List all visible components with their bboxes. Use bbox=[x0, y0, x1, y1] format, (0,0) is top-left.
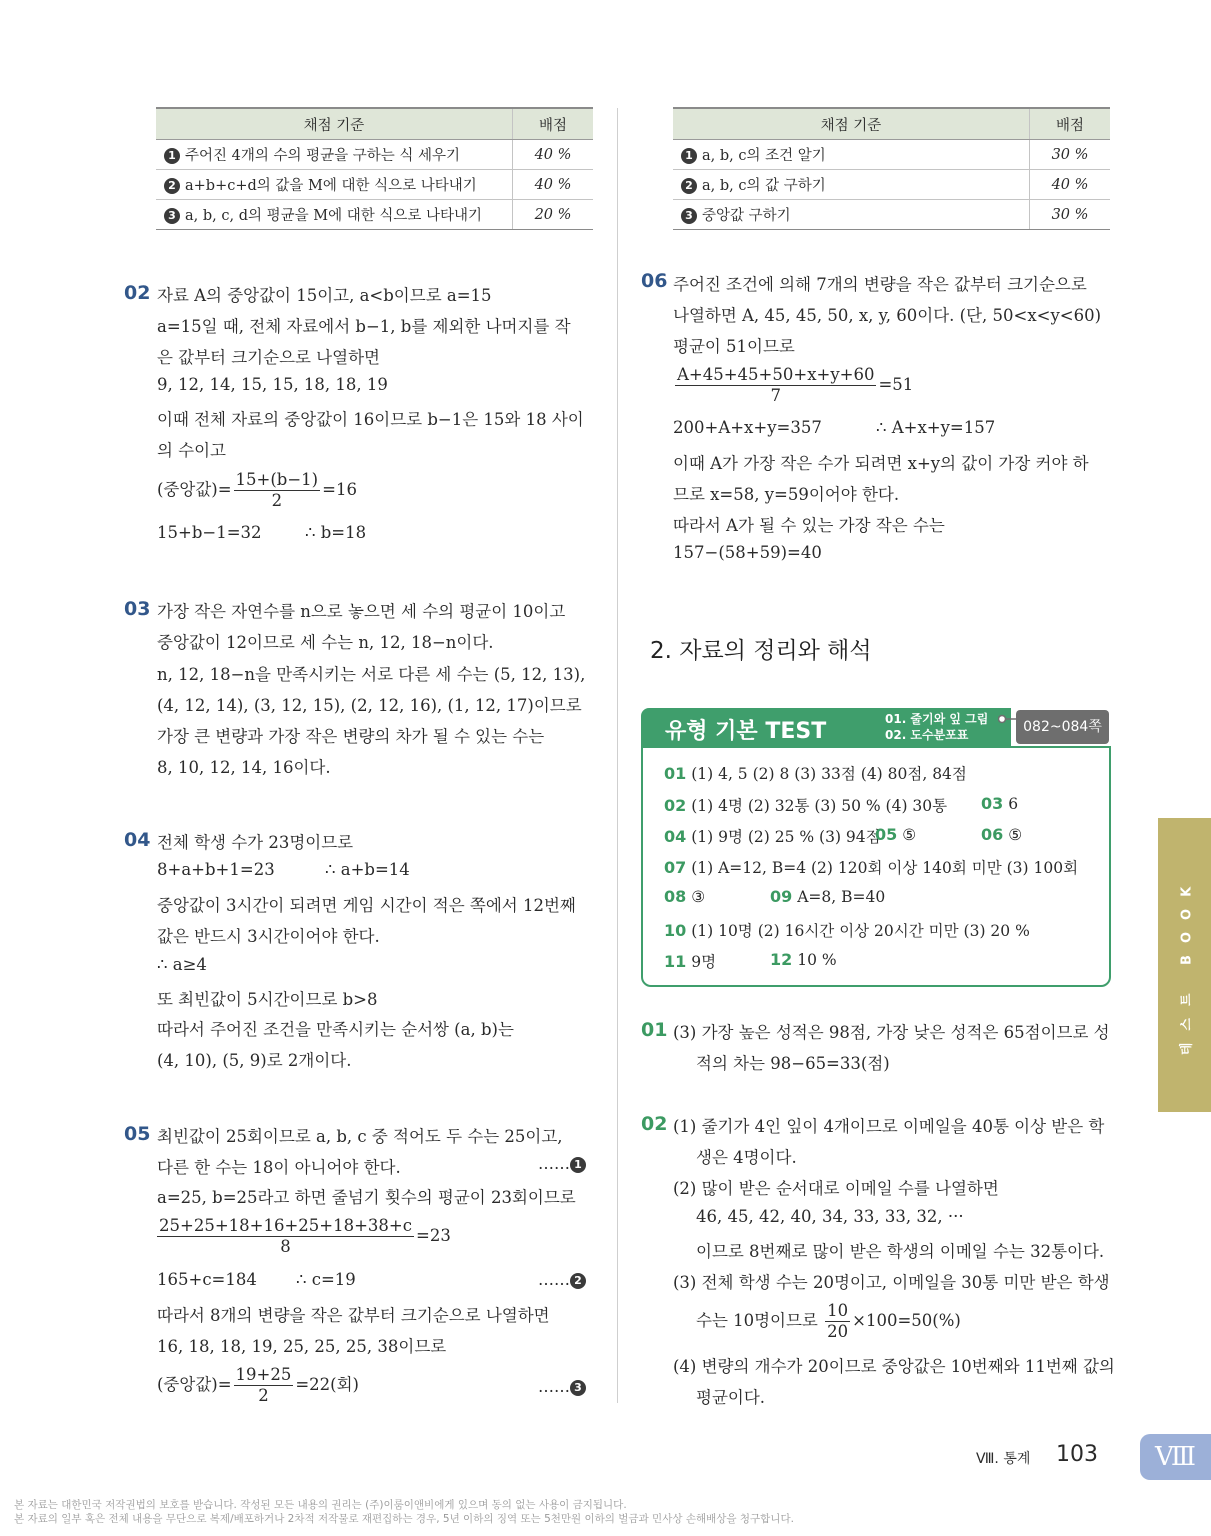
answer-text: (1) 4, 5 (2) 8 (3) 33점 (4) 80점, 84점 bbox=[691, 765, 967, 783]
solution-line: 생은 4명이다. bbox=[696, 1148, 797, 1167]
solution-line: ∴ a+b=14 bbox=[325, 860, 410, 879]
answer-number: 09 bbox=[770, 887, 793, 906]
marker-dots: …… bbox=[538, 1377, 570, 1396]
solution-line: 157−(58+59)=40 bbox=[673, 543, 822, 562]
left-grading-table bbox=[156, 107, 593, 230]
fraction-numerator: 10 bbox=[827, 1301, 849, 1320]
points-cell: 40 % bbox=[513, 140, 594, 170]
solution-line: 의 수이고 bbox=[157, 441, 227, 460]
answer-item bbox=[664, 950, 716, 972]
solution-line: (3) 전체 학생 수는 20명이고, 이메일을 30통 미만 받은 학생 bbox=[673, 1273, 1110, 1292]
marker-dots: …… bbox=[538, 1154, 570, 1173]
solution-line: 따라서 8개의 변량을 작은 값부터 크기순으로 나열하면 bbox=[157, 1306, 550, 1325]
solution-line: 46, 45, 42, 40, 34, 33, 33, 32, ··· bbox=[696, 1207, 964, 1226]
answer-text: A=8, B=40 bbox=[797, 888, 886, 906]
equation-prefix: 수는 10명이므로 bbox=[696, 1311, 818, 1330]
fraction-denominator: 7 bbox=[770, 386, 781, 405]
fraction-equation bbox=[155, 1216, 451, 1257]
fraction bbox=[157, 1216, 414, 1257]
solution-line: n, 12, 18−n을 만족시키는 서로 다른 세 수는 (5, 12, 13), bbox=[157, 665, 586, 684]
solution-line: ∴ A+x+y=157 bbox=[876, 418, 996, 437]
equation-suffix: =22(회) bbox=[295, 1375, 359, 1394]
solution-line: 평균이다. bbox=[696, 1388, 766, 1407]
page-number: 103 bbox=[1056, 1442, 1098, 1467]
fraction-numerator: 19+25 bbox=[235, 1365, 292, 1384]
answer-number: 05 bbox=[875, 825, 898, 844]
table-row bbox=[673, 170, 1110, 200]
problem-number: 03 bbox=[124, 598, 151, 620]
solution-line: (1) 줄기가 4인 잎이 4개이므로 이메일을 40통 이상 받은 학 bbox=[673, 1117, 1105, 1136]
answer-text: (1) 10명 (2) 16시간 이상 20시간 미만 (3) 20 % bbox=[691, 922, 1030, 940]
chapter-badge: Ⅷ bbox=[1140, 1434, 1211, 1480]
fraction-equation bbox=[696, 1301, 961, 1342]
answer-item bbox=[770, 950, 837, 969]
footer-chapter: Ⅷ. 통계 bbox=[976, 1451, 1031, 1467]
answer-text: (1) A=12, B=4 (2) 120회 이상 140회 미만 (3) 100회 bbox=[691, 859, 1079, 877]
section-title: 2. 자료의 정리와 해석 bbox=[650, 638, 872, 664]
circled-number: 3 bbox=[570, 1380, 586, 1396]
solution-line: a=25, b=25라고 하면 줄넘기 횟수의 평균이 23회이므로 bbox=[157, 1188, 576, 1207]
points-cell: 40 % bbox=[1030, 170, 1111, 200]
problem-number: 06 bbox=[641, 270, 668, 292]
side-tab-label: 테스트 BOOK bbox=[1179, 874, 1194, 1056]
fraction bbox=[234, 1365, 294, 1406]
answer-number: 02 bbox=[664, 796, 687, 815]
solution-line: 중앙값이 12이므로 세 수는 n, 12, 18−n이다. bbox=[157, 633, 494, 652]
solution-line: 자료 A의 중앙값이 15이고, a<b이므로 a=15 bbox=[157, 286, 492, 305]
solution-line: 가장 큰 변량과 가장 작은 변량의 차가 될 수 있는 수는 bbox=[157, 727, 545, 746]
step-marker bbox=[538, 1154, 591, 1173]
copyright-line: 본 자료의 일부 혹은 전체 내용을 무단으로 복제/배포하거나 2차적 저작물로 재편집하는 경우, 5년 이하의 징역 또는 5천만원 이하의 벌금과 민사상 손해배상을 청구합니다. bbox=[14, 1513, 794, 1525]
marker-dots: …… bbox=[538, 1270, 570, 1289]
answer-text: ⑤ bbox=[902, 826, 917, 844]
solution-line: 나열하면 A, 45, 45, 50, x, y, 60이다. (단, 50<x<y<60) bbox=[673, 306, 1102, 325]
fraction-numerator: A+45+45+50+x+y+60 bbox=[677, 365, 875, 384]
solution-line: 이때 A가 가장 작은 수가 되려면 x+y의 값이 가장 커야 하 bbox=[673, 454, 1089, 473]
table-header: 채점 기준 bbox=[156, 108, 513, 140]
answer-item bbox=[875, 825, 916, 844]
equation-suffix: =51 bbox=[878, 375, 914, 394]
circled-number: 1 bbox=[570, 1157, 586, 1173]
equation-prefix: (중앙값)= bbox=[157, 1375, 232, 1394]
solution-line: 8, 10, 12, 14, 16이다. bbox=[157, 758, 331, 777]
problem-number: 02 bbox=[641, 1113, 668, 1135]
table-row bbox=[156, 140, 593, 170]
criterion-text: a, b, c, d의 평균을 M에 대한 식으로 나타내기 bbox=[185, 208, 482, 224]
equation-suffix: =16 bbox=[322, 480, 357, 499]
circled-number: 2 bbox=[164, 178, 180, 194]
problem-number: 04 bbox=[124, 829, 151, 851]
test-page-range: 082~084쪽 bbox=[1016, 710, 1109, 744]
solution-line: 은 값부터 크기순으로 나열하면 bbox=[157, 348, 380, 367]
equation-suffix: =23 bbox=[416, 1226, 451, 1245]
criterion-text: a, b, c의 값 구하기 bbox=[702, 178, 826, 194]
answer-number: 11 bbox=[664, 952, 687, 971]
solution-line: 따라서 주어진 조건을 만족시키는 순서쌍 (a, b)는 bbox=[157, 1020, 514, 1039]
test-subtitle-line: 01. 줄기와 잎 그림 bbox=[885, 712, 989, 726]
equation-prefix: (중앙값)= bbox=[157, 480, 232, 499]
step-marker bbox=[538, 1377, 591, 1396]
solution-line: 이므로 8번째로 많이 받은 학생의 이메일 수는 32통이다. bbox=[696, 1242, 1105, 1261]
solution-line: 므로 x=58, y=59이어야 한다. bbox=[673, 485, 900, 504]
solution-line: a=15일 때, 전체 자료에서 b−1, b를 제외한 나머지를 작 bbox=[157, 317, 571, 336]
fraction-denominator: 2 bbox=[271, 491, 283, 510]
points-cell: 40 % bbox=[513, 170, 594, 200]
solution-line: (4, 10), (5, 9)로 2개이다. bbox=[157, 1051, 352, 1070]
solution-line: 값은 반드시 3시간이어야 한다. bbox=[157, 927, 380, 946]
solution-line: 다른 한 수는 18이 아니어야 한다. bbox=[157, 1158, 401, 1177]
circled-number: 3 bbox=[164, 208, 180, 224]
table-row bbox=[673, 140, 1110, 170]
criterion-text: 주어진 4개의 수의 평균을 구하는 식 세우기 bbox=[185, 148, 460, 164]
solution-line: (3) 가장 높은 성적은 98점, 가장 낮은 성적은 65점이므로 성 bbox=[673, 1023, 1110, 1042]
test-header bbox=[641, 708, 1011, 748]
solution-line: 적의 차는 98−65=33(점) bbox=[696, 1054, 890, 1073]
answer-item bbox=[664, 825, 881, 847]
answer-item bbox=[664, 887, 705, 906]
answer-number: 08 bbox=[664, 887, 687, 906]
solution-line: (4) 변량의 개수가 20이므로 중앙값은 10번째와 11번째 값의 bbox=[673, 1357, 1115, 1376]
test-subtitle-line: 02. 도수분포표 bbox=[885, 728, 969, 742]
table-header: 채점 기준 bbox=[673, 108, 1030, 140]
solution-line: 또 최빈값이 5시간이므로 b>8 bbox=[157, 990, 378, 1009]
fraction-denominator: 20 bbox=[827, 1322, 849, 1341]
solution-line: (2) 많이 받은 순서대로 이메일 수를 나열하면 bbox=[673, 1179, 999, 1198]
fraction bbox=[825, 1301, 850, 1342]
test-subtitle bbox=[885, 711, 988, 743]
solution-line: 중앙값이 3시간이 되려면 게임 시간이 적은 쪽에서 12번째 bbox=[157, 896, 576, 915]
circled-number: 2 bbox=[570, 1273, 586, 1289]
solution-line: 16, 18, 18, 19, 25, 25, 25, 38이므로 bbox=[157, 1337, 447, 1356]
circled-number: 2 bbox=[681, 178, 697, 194]
problem-number: 01 bbox=[641, 1019, 668, 1041]
fraction-equation bbox=[157, 470, 357, 511]
answer-item bbox=[664, 794, 947, 816]
solution-line: ∴ a≥4 bbox=[157, 955, 207, 974]
problem-number: 02 bbox=[124, 282, 151, 304]
solution-line: ∴ b=18 bbox=[305, 523, 367, 542]
fraction-denominator: 8 bbox=[280, 1237, 291, 1256]
solution-line: 평균이 51이므로 bbox=[673, 337, 795, 356]
fraction bbox=[234, 470, 321, 511]
answer-text: (1) 4명 (2) 32통 (3) 50 % (4) 30통 bbox=[691, 797, 948, 815]
answer-number: 07 bbox=[664, 858, 687, 877]
circled-number: 1 bbox=[681, 148, 697, 164]
solution-line: 가장 작은 자연수를 n으로 놓으면 세 수의 평균이 10이고 bbox=[157, 602, 566, 621]
solution-line: 9, 12, 14, 15, 15, 18, 18, 19 bbox=[157, 375, 388, 394]
answer-text: 10 % bbox=[797, 951, 837, 969]
fraction-equation bbox=[673, 365, 913, 406]
points-cell: 30 % bbox=[1030, 200, 1111, 230]
step-marker bbox=[538, 1270, 591, 1289]
fraction-equation bbox=[157, 1365, 359, 1406]
criterion-text: 중앙값 구하기 bbox=[702, 208, 791, 224]
table-row bbox=[673, 200, 1110, 230]
test-title: 유형 기본 TEST bbox=[665, 719, 827, 744]
solution-line: 최빈값이 25회이므로 a, b, c 중 적어도 두 수는 25이고, bbox=[157, 1127, 563, 1146]
answer-item bbox=[664, 856, 1078, 878]
problem-number: 05 bbox=[124, 1123, 151, 1145]
answer-text: ③ bbox=[691, 888, 706, 906]
side-tab bbox=[1158, 818, 1211, 1112]
answer-number: 12 bbox=[770, 950, 793, 969]
answer-number: 04 bbox=[664, 827, 687, 846]
solution-line: ∴ c=19 bbox=[296, 1270, 356, 1289]
table-row bbox=[156, 170, 593, 200]
points-cell: 30 % bbox=[1030, 140, 1111, 170]
solution-line: 따라서 A가 될 수 있는 가장 작은 수는 bbox=[673, 516, 945, 535]
solution-line: 주어진 조건에 의해 7개의 변량을 작은 값부터 크기순으로 bbox=[673, 275, 1087, 294]
answer-number: 03 bbox=[981, 794, 1004, 813]
column-divider bbox=[617, 108, 618, 1403]
copyright-line: 본 자료는 대한민국 저작권법의 보호를 받습니다. 작성된 모든 내용의 권리는 (주)이룸이앤비에게 있으며 동의 없는 사용이 금지됩니다. bbox=[14, 1499, 627, 1511]
points-cell: 20 % bbox=[513, 200, 594, 230]
fraction bbox=[675, 365, 876, 406]
table-header: 배점 bbox=[1030, 108, 1111, 140]
table-header: 배점 bbox=[513, 108, 594, 140]
equation-suffix: ×100=50(%) bbox=[852, 1311, 961, 1330]
answer-text: (1) 9명 (2) 25 % (3) 94점 bbox=[691, 828, 881, 846]
criterion-text: a, b, c의 조건 알기 bbox=[702, 148, 826, 164]
answer-number: 01 bbox=[664, 764, 687, 783]
solution-line: 15+b−1=32 bbox=[157, 523, 262, 542]
answer-item bbox=[770, 887, 885, 906]
table-row bbox=[156, 200, 593, 230]
answer-item bbox=[981, 825, 1022, 844]
answer-number: 10 bbox=[664, 921, 687, 940]
solution-line: 이때 전체 자료의 중앙값이 16이므로 b−1은 15와 18 사이 bbox=[157, 410, 584, 429]
answer-item bbox=[664, 762, 967, 784]
answer-text: 6 bbox=[1008, 795, 1019, 813]
criterion-text: a+b+c+d의 값을 M에 대한 식으로 나타내기 bbox=[185, 178, 477, 194]
fraction-numerator: 25+25+18+16+25+18+38+c bbox=[159, 1216, 412, 1235]
solution-line: (4, 12, 14), (3, 12, 15), (2, 12, 16), (1, 12, 17)이므로 bbox=[157, 696, 582, 715]
circled-number: 3 bbox=[681, 208, 697, 224]
answer-item bbox=[664, 919, 1030, 941]
answer-text: 9명 bbox=[691, 953, 717, 971]
solution-line: 165+c=184 bbox=[157, 1270, 257, 1289]
fraction-denominator: 2 bbox=[258, 1386, 269, 1405]
answer-item bbox=[981, 794, 1018, 813]
solution-line: 전체 학생 수가 23명이므로 bbox=[157, 833, 354, 852]
answer-number: 06 bbox=[981, 825, 1004, 844]
right-grading-table bbox=[673, 107, 1110, 230]
answer-text: ⑤ bbox=[1008, 826, 1023, 844]
solution-line: 200+A+x+y=357 bbox=[673, 418, 822, 437]
fraction-numerator: 15+(b−1) bbox=[235, 470, 319, 489]
solution-line: 8+a+b+1=23 bbox=[157, 860, 275, 879]
circled-number: 1 bbox=[164, 148, 180, 164]
